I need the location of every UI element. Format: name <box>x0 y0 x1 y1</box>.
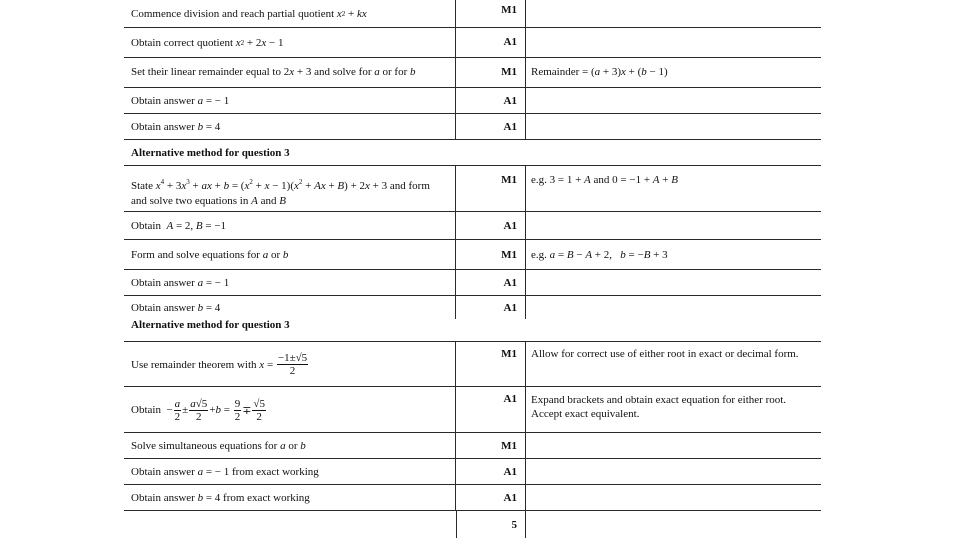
section-heading: Alternative method for question 3 <box>124 319 821 342</box>
table-row <box>124 88 821 114</box>
row-description: Obtain answer b = 4 <box>124 114 456 140</box>
row-mark: M1 <box>456 342 526 387</box>
row-description: Set their linear remainder equal to 2x + 3 and solve for a or for b <box>124 58 456 88</box>
table-row <box>124 387 821 433</box>
mark-scheme-table <box>124 0 821 538</box>
table-row <box>124 270 821 296</box>
table-row <box>124 0 821 28</box>
row-note <box>526 28 821 58</box>
table-row <box>124 485 821 511</box>
row-mark: M1 <box>456 433 526 459</box>
total-note <box>526 511 821 538</box>
row-mark: A1 <box>456 387 526 433</box>
row-note <box>526 459 821 485</box>
row-description: Obtain A = 2, B = −1 <box>124 212 456 240</box>
total-marks: 5 <box>456 511 526 538</box>
row-note <box>526 0 821 28</box>
table-row <box>124 114 821 140</box>
row-description: Obtain correct quotient x 2 + 2 x − 1 <box>124 28 456 58</box>
row-note: Expand brackets and obtain exact equation for either root. Accept exact equivalent. <box>531 394 787 420</box>
row-mark: A1 <box>456 485 526 511</box>
table-row <box>124 342 821 387</box>
row-note <box>526 485 821 511</box>
table-row <box>124 28 821 58</box>
row-description: Obtain answer a = − 1 from exact working <box>124 459 456 485</box>
row-note: Remainder = (a + 3)x + (b − 1) <box>531 66 668 78</box>
table-row <box>124 240 821 270</box>
row-description: Obtain answer a = − 1 <box>124 88 456 114</box>
row-note: e.g. 3 = 1 + A and 0 = −1 + A + B <box>531 174 678 186</box>
row-description: Use remainder theorem with x = $\frac{-1\pm√5}{2}$ <box>124 342 456 387</box>
table-row <box>124 58 821 88</box>
row-note: e.g. a = B − A + 2, b = − B + 3 <box>531 249 668 261</box>
table-row <box>124 166 821 212</box>
table-row <box>124 212 821 240</box>
row-mark: M1 <box>456 240 526 270</box>
row-note <box>526 114 821 140</box>
row-note <box>526 433 821 459</box>
row-note: Allow for correct use of either root in exact or decimal form. <box>531 348 799 360</box>
row-description: Obtain answer b = 4 <box>124 296 456 319</box>
table-row <box>124 296 821 319</box>
row-mark: M1 <box>456 166 526 212</box>
row-mark: A1 <box>456 88 526 114</box>
row-note <box>526 296 821 319</box>
section-heading: Alternative method for question 3 <box>124 140 821 166</box>
total-spacer <box>124 511 456 538</box>
row-mark: A1 <box>456 114 526 140</box>
row-description: Form and solve equations for a or b <box>124 240 456 270</box>
row-mark: A1 <box>456 28 526 58</box>
row-mark: A1 <box>456 212 526 240</box>
row-description: Obtain answer a = − 1 <box>124 270 456 296</box>
row-note <box>526 270 821 296</box>
row-mark: A1 <box>456 459 526 485</box>
table-row <box>124 459 821 485</box>
row-description: Obtain − $\frac{a}{2}$ ± $\frac{a√5}{2}$ + b = $\frac{9}{2}$ ∓ $\frac{√5}{2}$ <box>124 387 456 433</box>
table-row <box>124 433 821 459</box>
row-description: Commence division and reach partial quotient x 2 + kx <box>124 0 456 28</box>
row-mark: A1 <box>456 270 526 296</box>
row-description: State $x^4 + 3x^3$ + ax + $b = (x^2 + x - 1)(x^2 + Ax + B) + 2x + 3$ and form and solve two equations in A and B <box>124 166 456 212</box>
row-description: Obtain answer b = 4 from exact working <box>124 485 456 511</box>
row-mark: M1 <box>456 0 526 28</box>
row-mark: A1 <box>456 296 526 319</box>
row-note <box>526 88 821 114</box>
total-row <box>124 511 821 538</box>
row-note <box>526 212 821 240</box>
row-description: Solve simultaneous equations for a or b <box>124 433 456 459</box>
row-mark: M1 <box>456 58 526 88</box>
